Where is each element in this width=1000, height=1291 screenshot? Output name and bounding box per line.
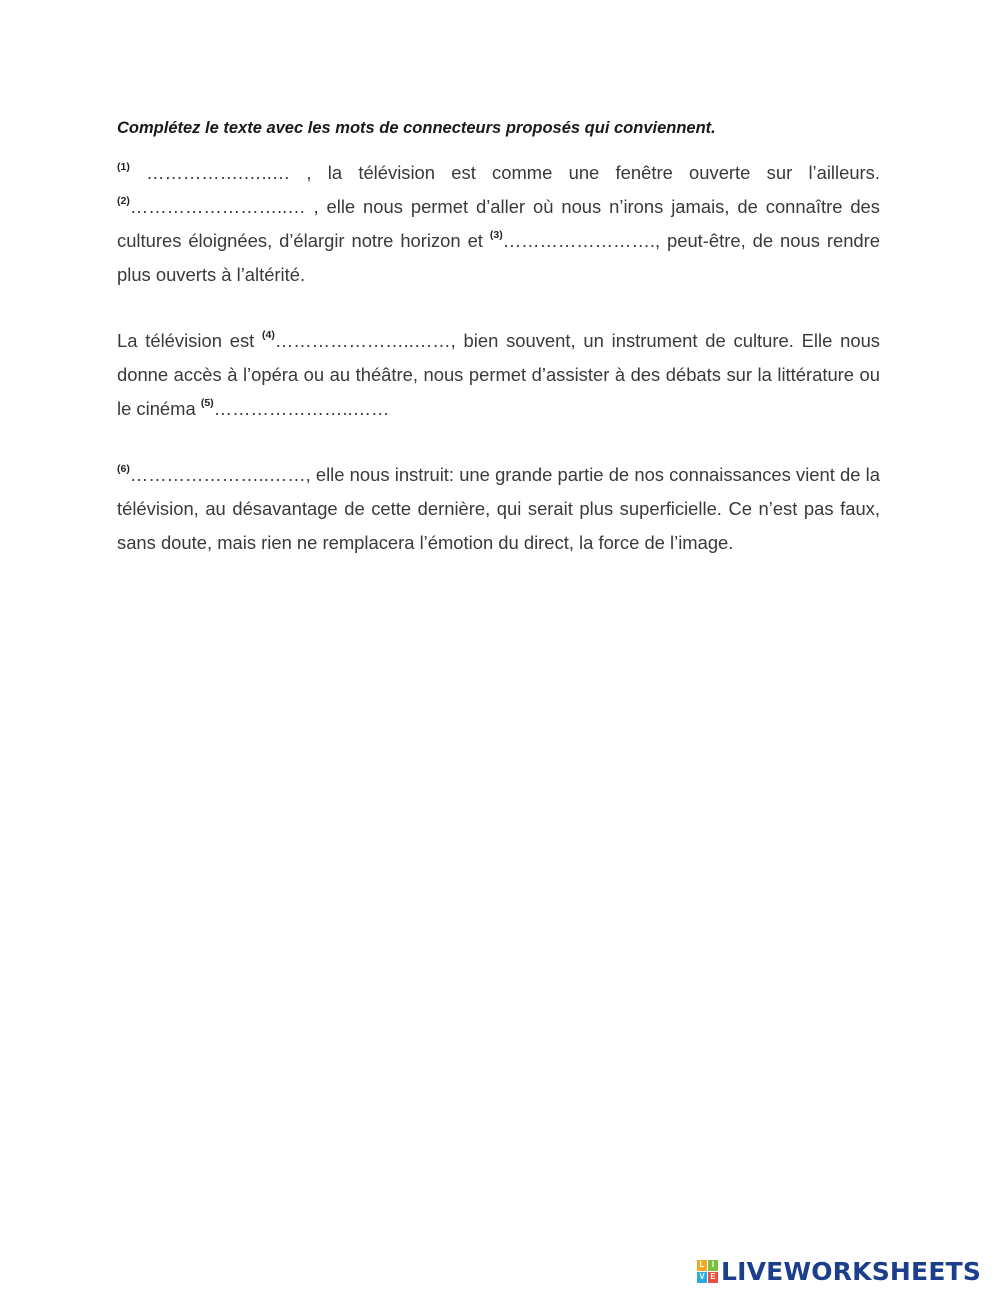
logo-cell: V (697, 1272, 707, 1283)
paragraph-text: La télévision est (117, 330, 263, 351)
paragraph-3 (117, 458, 880, 560)
liveworksheets-logo (697, 1255, 981, 1287)
paragraph-text: …………….…..… , la télévision est comme une fenêtre ouverte sur l’ailleurs. (129, 162, 880, 183)
paragraph-text: …………………..……, bien souvent, un instrument de culture. Elle nous donne accès à l’opéra ou au théâtre, nous permet d’assister à des débats sur la littérature ou le cinéma (117, 330, 880, 419)
logo-text: LIVEWORKSHEETS (721, 1256, 982, 1286)
blank-number: (4) (262, 329, 275, 341)
paragraph-text: ……………………., peut-être, de nous rendre plus ouverts à l’altérité. (117, 230, 881, 285)
blank-number: (5) (200, 397, 214, 409)
logo-cell: L (697, 1260, 707, 1271)
paragraph-text: …………………..…… (213, 398, 390, 419)
paragraph-2 (117, 324, 880, 426)
instruction-text: Complétez le texte avec les mots de connecteurs proposés qui conviennent. (117, 119, 716, 137)
exercise-text (117, 156, 880, 560)
logo-cell: E (708, 1272, 718, 1283)
logo-icon (697, 1260, 718, 1283)
blank-number: (1) (117, 161, 130, 173)
blank-number: (3) (489, 229, 503, 241)
paragraph-text: …………………..……, elle nous instruit: une grande partie de nos connaissances vient de la télévision, au désavantage de cette dernière, qui serait plus superficielle. Ce n’est pas faux, sans doute, mais rien ne remplacera l’émotion du direct, la force de l’image. (117, 464, 880, 553)
worksheet-content (117, 114, 880, 592)
blank-number: (2) (117, 195, 130, 207)
paragraph-1 (117, 156, 880, 292)
logo-cell: I (708, 1260, 718, 1271)
paragraph-text: ……………………..… , elle nous permet d’aller où nous n’irons jamais, de connaître des cultures éloignées, d’élargir notre horizon et (117, 196, 880, 251)
blank-number: (6) (117, 463, 130, 475)
